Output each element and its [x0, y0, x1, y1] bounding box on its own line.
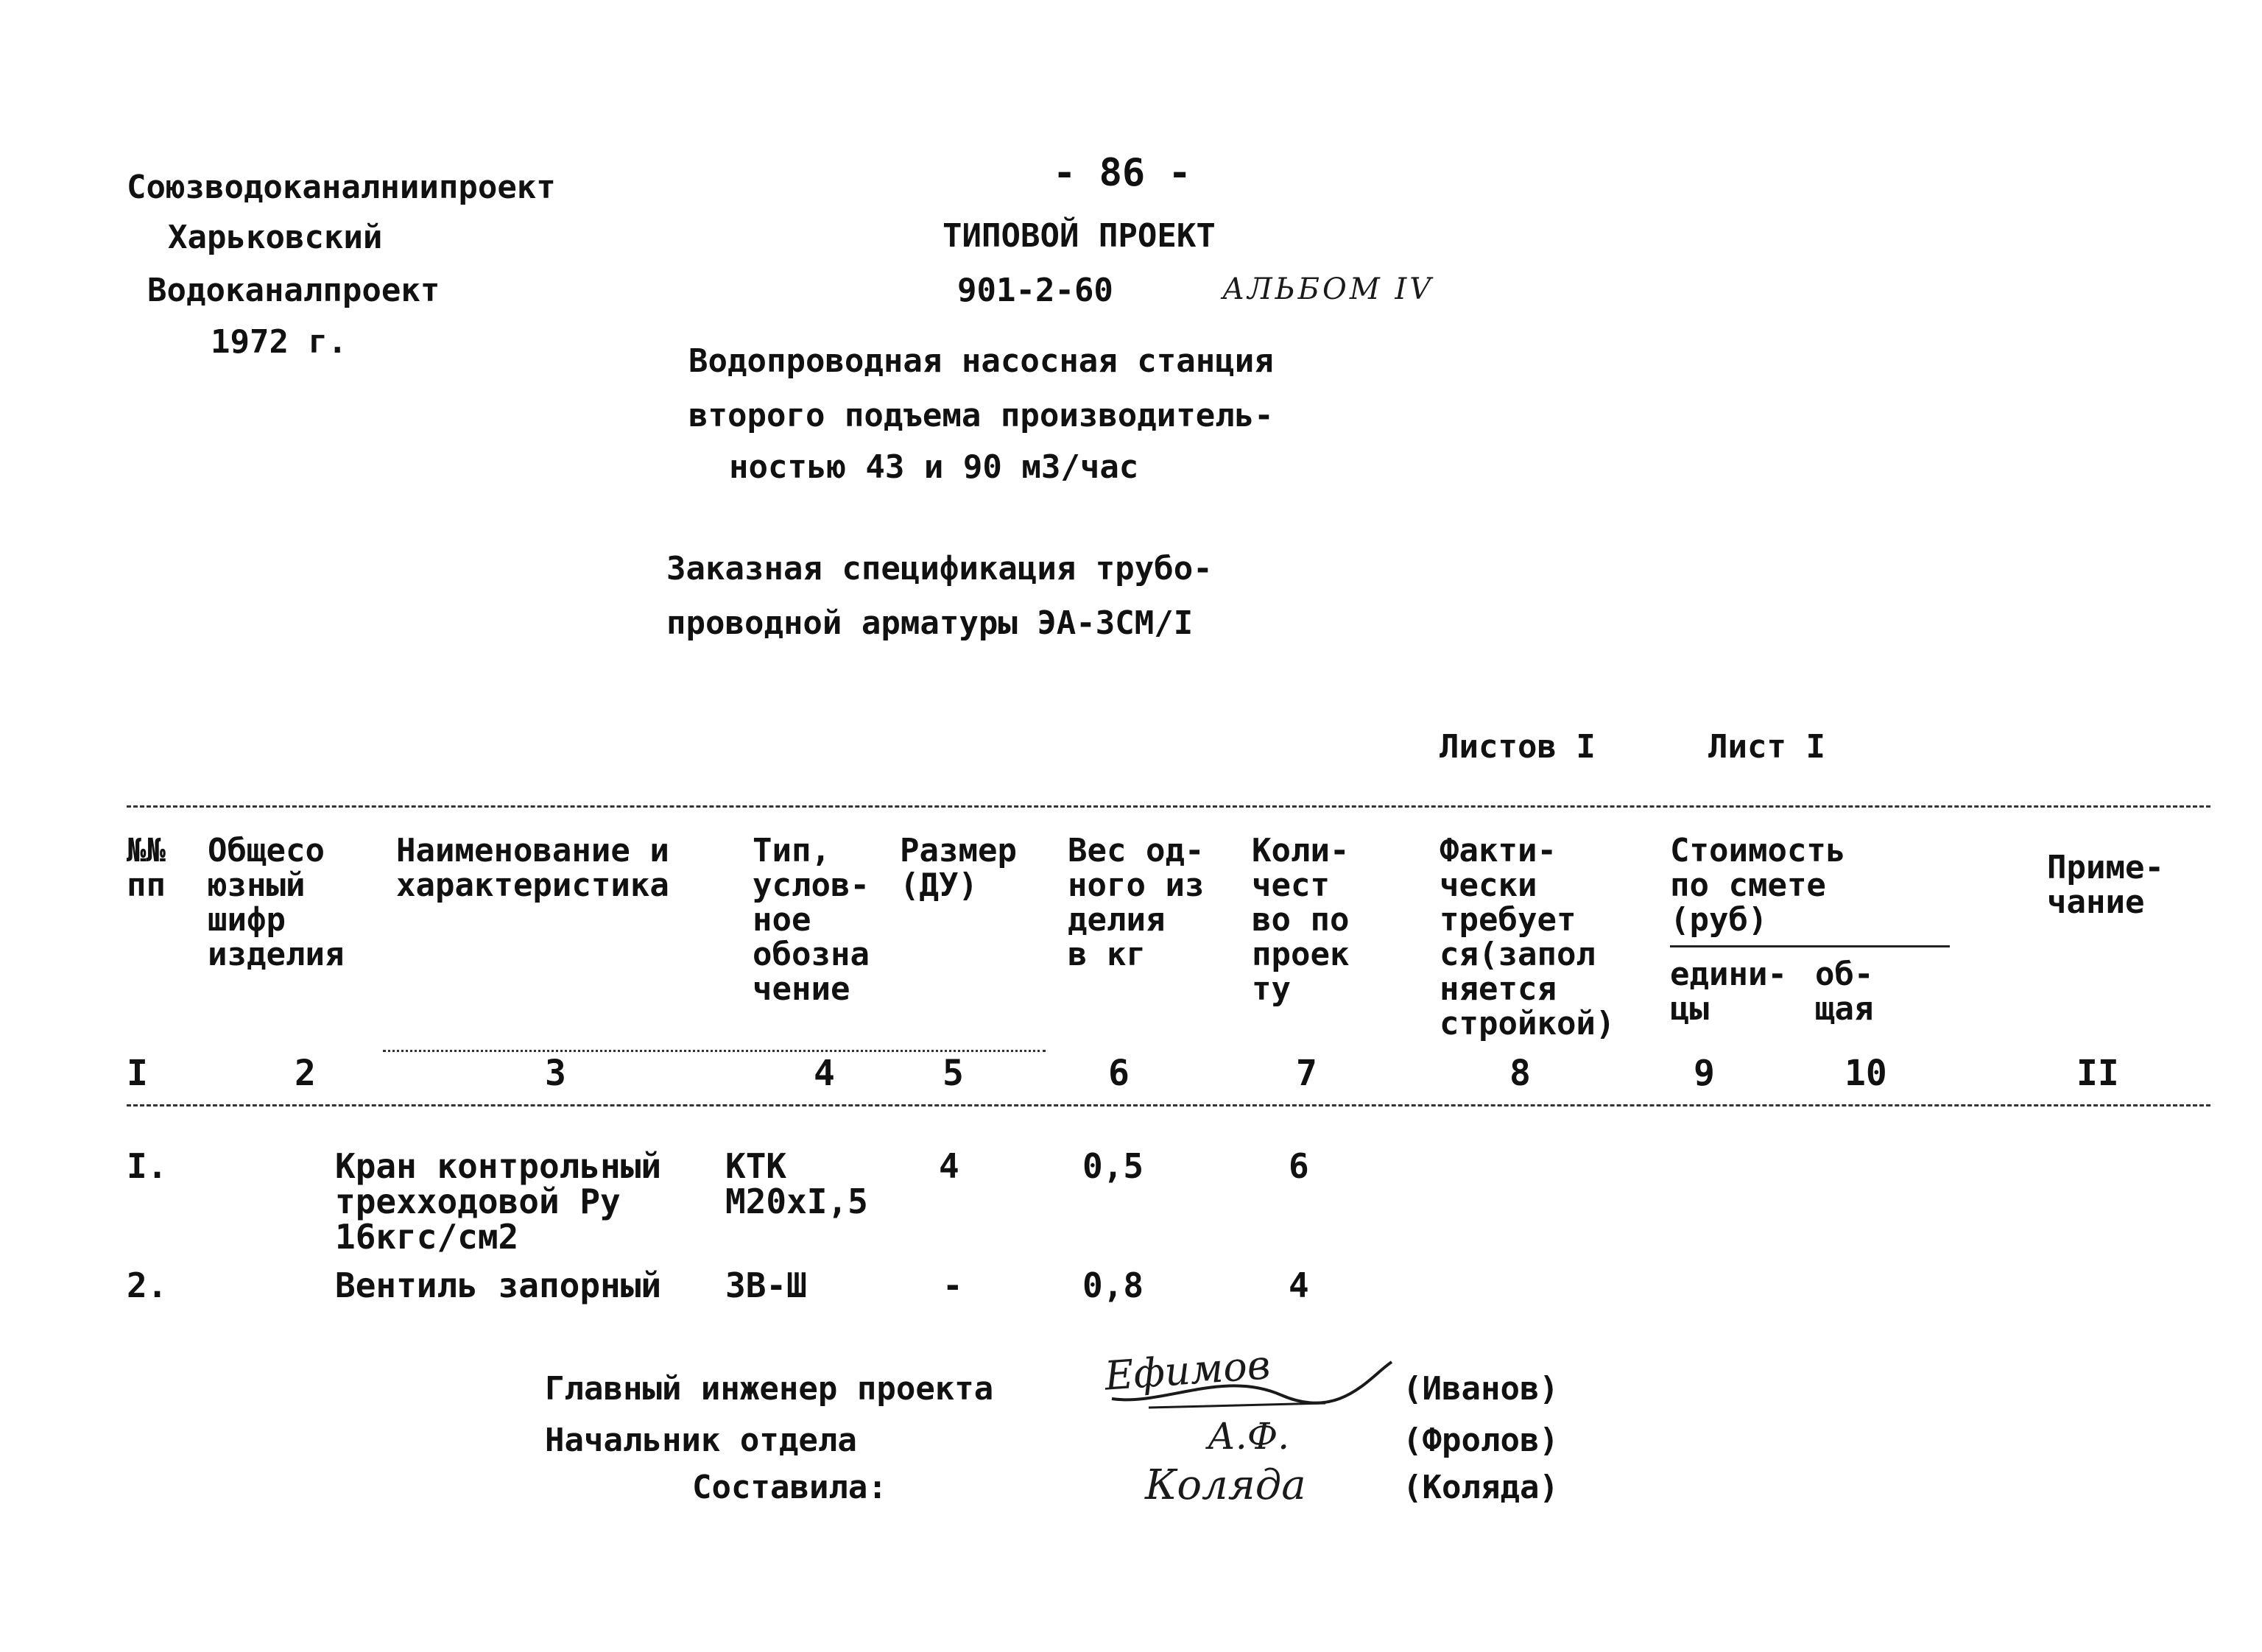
header-cost: Стоимость по смете (руб)	[1670, 832, 1846, 939]
col-num-1: I	[127, 1053, 148, 1094]
col-num-10: 10	[1845, 1053, 1887, 1094]
signature-handwriting: Ефимов	[1103, 1341, 1272, 1399]
col-num-6: 6	[1108, 1053, 1130, 1094]
header-note: Приме- чание	[2047, 849, 2164, 921]
header-mid-rule	[383, 1050, 1046, 1052]
header-actual: Факти- чески требует ся(запол няется стройкой)	[1440, 832, 1616, 1042]
header-size: Размер (ДУ)	[900, 832, 1017, 904]
header-weight: Вес од- ного из делия в кг	[1068, 832, 1205, 973]
col-num-2: 2	[295, 1053, 316, 1094]
row-name: Кран контрольный трехходовой Ру 16кгс/см2	[335, 1146, 662, 1257]
title-line-3: ностью 43 и 90 м3/час	[729, 448, 1139, 486]
header-type: Тип, услов- ное обозна чение	[753, 832, 870, 1008]
col-num-5: 5	[942, 1053, 964, 1094]
project-code: 901-2-60	[957, 272, 1113, 309]
row-size: -	[942, 1266, 963, 1305]
sheet-current: Лист I	[1708, 728, 1825, 766]
row-weight: 0,8	[1082, 1266, 1144, 1305]
header-qty: Коли- чест во по проек ту	[1252, 832, 1350, 1008]
col-num-8: 8	[1509, 1053, 1531, 1094]
row-name: Вентиль запорный	[335, 1266, 662, 1305]
col-num-3: 3	[545, 1053, 566, 1094]
row-weight: 0,5	[1082, 1146, 1144, 1186]
row-number: 2.	[127, 1266, 168, 1305]
header-cost-total: об- щая	[1815, 956, 1874, 1028]
cost-subrule	[1670, 945, 1950, 947]
header-number: №№ пп	[127, 832, 166, 904]
header-bottom-rule	[127, 1104, 2210, 1106]
row-qty: 6	[1289, 1146, 1309, 1186]
row-qty: 4	[1289, 1266, 1309, 1305]
signature-handwriting: А.Ф.	[1208, 1415, 1290, 1458]
org-year: 1972 г.	[211, 323, 348, 361]
signature-handwriting: Коляда	[1145, 1461, 1306, 1509]
signature-flourish	[1104, 1355, 1399, 1413]
title-line-1: Водопроводная насосная станция	[688, 342, 1274, 380]
header-cost-unit: едини- цы	[1670, 956, 1787, 1028]
org-dept: Водоканалпроект	[147, 272, 440, 309]
sheets-total: Листов I	[1440, 728, 1596, 766]
org-name: Союзводоканалниипроект	[127, 169, 556, 206]
page-number: - 86 -	[1053, 151, 1191, 195]
row-number: I.	[127, 1146, 168, 1186]
subtitle-line-1: Заказная спецификация трубо-	[666, 550, 1213, 587]
signature-name: (Иванов)	[1403, 1370, 1559, 1408]
col-num-9: 9	[1694, 1053, 1715, 1094]
album-label: АЛЬБОМ IV	[1222, 272, 1434, 306]
signature-role: Начальник отдела	[545, 1422, 857, 1459]
signature-role: Составила:	[692, 1469, 887, 1506]
signature-role: Главный инженер проекта	[545, 1370, 994, 1408]
org-city: Харьковский	[168, 219, 383, 256]
col-num-11: II	[2076, 1053, 2119, 1094]
header-code: Общесо юзный шифр изделия	[208, 832, 345, 973]
title-line-2: второго подъема производитель-	[688, 397, 1274, 434]
row-size: 4	[939, 1146, 959, 1186]
header-name: Наименование и характеристика	[396, 832, 669, 904]
row-type: ЗВ-Ш	[725, 1266, 807, 1305]
project-type: ТИПОВОЙ ПРОЕКТ	[942, 217, 1216, 255]
subtitle-line-2: проводной арматуры ЭА-ЗСМ/I	[666, 604, 1194, 642]
row-type: КТК М20хI,5	[725, 1146, 868, 1221]
col-num-4: 4	[814, 1053, 835, 1094]
table-top-rule	[127, 805, 2210, 808]
signature-name: (Фролов)	[1403, 1422, 1559, 1459]
col-num-7: 7	[1296, 1053, 1317, 1094]
signature-name: (Коляда)	[1403, 1469, 1559, 1506]
